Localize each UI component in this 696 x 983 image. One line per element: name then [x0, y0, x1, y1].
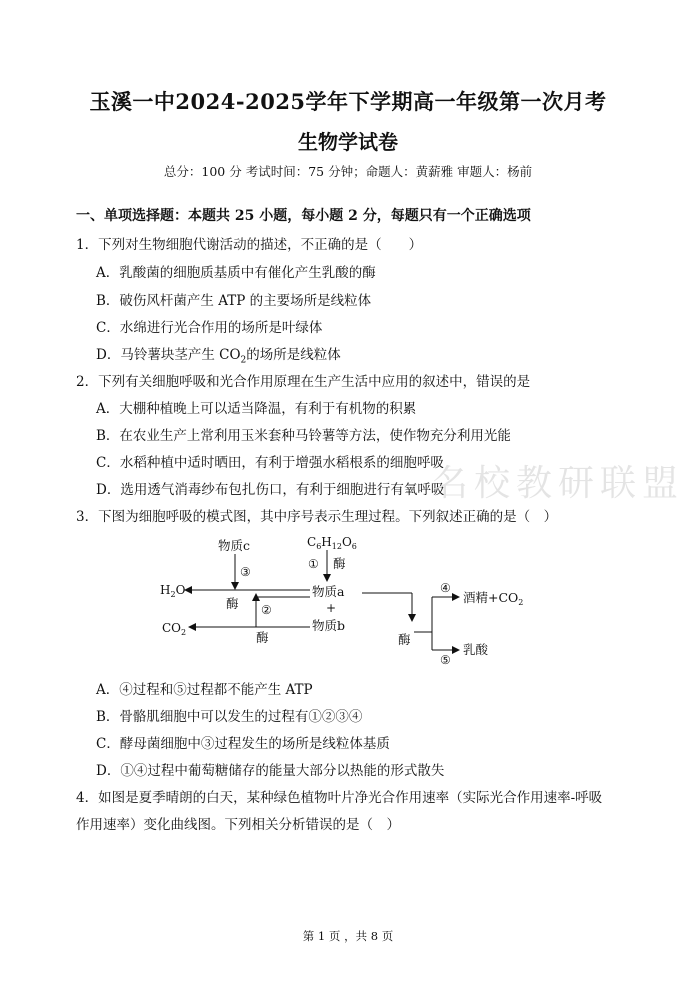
- q1-d-text: D．马铃薯块茎产生 CO: [96, 347, 241, 363]
- q3-d-label: D．: [96, 763, 121, 779]
- label-plus: +: [326, 601, 337, 615]
- watermark: 名校教研联盟: [432, 463, 685, 504]
- q2-option-a: A．大棚种植晚上可以适当降温，有利于有机物的积累: [96, 401, 417, 417]
- q3-c-text: C．酵母菌细胞中: [96, 736, 201, 752]
- label-n4: ④: [440, 581, 451, 595]
- arrowhead-c: [231, 582, 239, 590]
- exam-title: 玉溪一中2024-2025学年下学期高一年级第一次月考: [89, 89, 607, 114]
- q2-option-c: C．水稻种植中适时晒田，有利于增强水稻根系的细胞呼吸: [96, 455, 444, 471]
- q3-d-post: 过程中葡萄糖储存的能量大部分以热能的形式散失: [147, 763, 445, 779]
- q1-d-text2: 的场所是线粒体: [246, 347, 341, 363]
- q4-stem-line1: 4．如图是夏季晴朗的白天，某种绿色植物叶片净光合作用速率（实际光合作用速率-呼吸: [76, 790, 603, 806]
- q3-option-c: [96, 732, 390, 752]
- q3-b-text: B．骨骼肌细胞中可以发生的过程有: [96, 709, 309, 725]
- label-n1: ①: [308, 557, 319, 571]
- label-substance-a: 物质a: [312, 584, 345, 599]
- q2-option-b: B．在农业生产上常利用玉米套种马铃薯等方法，使作物充分利用光能: [96, 428, 511, 444]
- q3-option-d: [96, 759, 444, 779]
- q3-c-post: 过程发生的场所是线粒体基质: [214, 736, 390, 752]
- q3-a-label: A．: [96, 682, 120, 698]
- page-footer: 第 1 页 ，共 8 页: [302, 929, 394, 943]
- q3-b-num1: ①: [308, 709, 322, 725]
- q3-b-num3: ③: [335, 709, 349, 725]
- section-heading: 一、单项选择题：本题共 25 小题，每小题 2 分，每题只有一个正确选项: [76, 208, 531, 224]
- label-glucose: $C_6H_{12}O_6$: [307, 535, 357, 551]
- arrowhead-glucose: [323, 574, 331, 582]
- q1-option-d: [96, 343, 341, 366]
- label-n5: ⑤: [440, 653, 451, 667]
- arrowhead-lactic: [452, 646, 460, 654]
- label-enzyme-1: 酶: [333, 556, 346, 571]
- q2-option-d: D．选用透气消毒纱布包扎伤口，有利于细胞进行有氧呼吸: [96, 482, 445, 498]
- q3-d-num2: ④: [133, 763, 148, 779]
- label-lactic: 乳酸: [463, 642, 489, 657]
- q3-option-b: [96, 705, 362, 725]
- label-alcohol: 酒精$+CO_2$: [463, 590, 524, 607]
- label-co2: $CO_2$: [162, 621, 187, 637]
- q2-stem: 2．下列有关细胞呼吸和光合作用原理在生产生活中应用的叙述中，错误的是: [76, 374, 531, 390]
- label-n2: ②: [261, 603, 272, 617]
- q3-a-num2: ⑤: [173, 682, 187, 698]
- q1-option-b: B．破伤风杆菌产生 ATP 的主要场所是线粒体: [96, 293, 372, 309]
- q3-option-a: [96, 678, 313, 698]
- exam-subtitle: 生物学试卷: [298, 130, 398, 154]
- label-substance-c: 物质c: [218, 538, 251, 553]
- arrowhead-anaerobic: [408, 614, 416, 622]
- q1-stem: 1．下列对生物细胞代谢活动的描述，不正确的是（ ）: [76, 237, 423, 253]
- q3-b-num4: ④: [348, 709, 363, 725]
- q3-c-num: ③: [200, 736, 215, 752]
- q3-b-num2: ②: [321, 709, 336, 725]
- label-enzyme-2: 酶: [226, 596, 239, 611]
- q3-a-num1: ④: [119, 682, 133, 698]
- q4-stem-line2: 作用速率）变化曲线图。下列相关分析错误的是（ ）: [76, 817, 400, 833]
- respiration-diagram: [150, 530, 550, 670]
- q3-d-num1: ①: [120, 763, 134, 779]
- exam-meta: 总分：100 分 考试时间：75 分钟；命题人：黄薪雅 审题人：杨前: [163, 164, 533, 179]
- q1-option-c: C．水绵进行光合作用的场所是叶绿体: [96, 320, 323, 336]
- arrowhead-alcohol: [452, 593, 460, 601]
- q1-option-a: A．乳酸菌的细胞质基质中有催化产生乳酸的酶: [96, 265, 376, 281]
- label-h2o: $H_2O$: [160, 583, 186, 599]
- q3-stem: 3．下图为细胞呼吸的模式图，其中序号表示生理过程。下列叙述正确的是（ ）: [76, 509, 558, 525]
- label-substance-b: 物质b: [312, 618, 346, 633]
- arrowhead-co2: [188, 623, 196, 631]
- label-n3: ③: [240, 565, 251, 579]
- q1-d-sub: 2: [240, 355, 247, 366]
- label-enzyme-3: 酶: [256, 630, 269, 645]
- q3-a-mid: 过程和: [132, 682, 174, 698]
- q3-a-post: 过程都不能产生 ATP: [186, 682, 313, 698]
- label-enzyme-4: 酶: [398, 632, 411, 647]
